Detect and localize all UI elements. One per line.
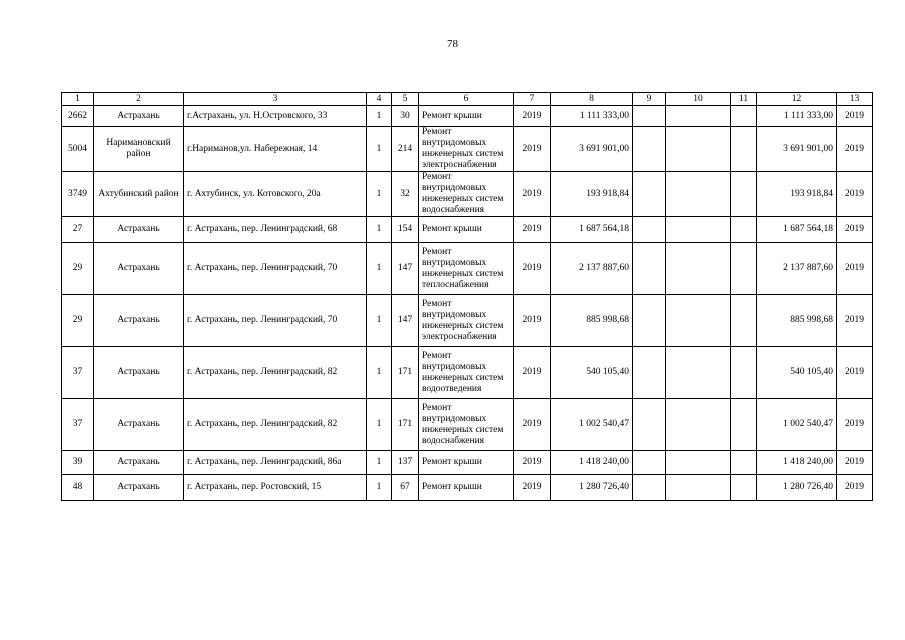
- cell-end-year: 2019: [837, 347, 873, 399]
- cell-district: Астрахань: [94, 347, 184, 399]
- cell-total: 3 691 901,00: [757, 127, 837, 172]
- cell-col10: [666, 217, 731, 243]
- cell-work-type: Ремонт внутридомовых инженерных систем электроснабжения: [419, 127, 514, 172]
- cell-work-type: Ремонт крыши: [419, 217, 514, 243]
- cell-col5: 30: [392, 106, 419, 127]
- cell-number: 48: [62, 475, 94, 501]
- cell-col4: 1: [367, 451, 392, 475]
- column-header-8: 8: [551, 93, 633, 106]
- cell-address: г.Нариманов,ул. Набережная, 14: [184, 127, 367, 172]
- cell-year: 2019: [514, 217, 551, 243]
- cell-col5: 147: [392, 243, 419, 295]
- cell-col9: [633, 295, 666, 347]
- cell-total: 193 918,84: [757, 172, 837, 217]
- table-row: [62, 399, 873, 451]
- cell-col11: [731, 106, 757, 127]
- table-row: [62, 475, 873, 501]
- cell-col9: [633, 127, 666, 172]
- cell-col5: 154: [392, 217, 419, 243]
- cell-number: 3749: [62, 172, 94, 217]
- cell-col4: 1: [367, 295, 392, 347]
- cell-address: г.Астрахань, ул. Н.Островского, 33: [184, 106, 367, 127]
- cell-cost: 885 998,68: [551, 295, 633, 347]
- cell-col5: 32: [392, 172, 419, 217]
- cell-total: 1 111 333,00: [757, 106, 837, 127]
- cell-district: Астрахань: [94, 295, 184, 347]
- column-number-header-row: [62, 93, 873, 106]
- cell-work-type: Ремонт крыши: [419, 475, 514, 501]
- cell-col4: 1: [367, 399, 392, 451]
- cell-district: Астрахань: [94, 243, 184, 295]
- cell-col10: [666, 475, 731, 501]
- cell-col5: 67: [392, 475, 419, 501]
- cell-district: Астрахань: [94, 217, 184, 243]
- column-header-4: 4: [367, 93, 392, 106]
- cell-address: г. Астрахань, пер. Ленинградский, 82: [184, 399, 367, 451]
- cell-cost: 193 918,84: [551, 172, 633, 217]
- cell-work-type: Ремонт внутридомовых инженерных систем водоотведения: [419, 347, 514, 399]
- cell-cost: 1 002 540,47: [551, 399, 633, 451]
- cell-district: Астрахань: [94, 399, 184, 451]
- cell-year: 2019: [514, 347, 551, 399]
- table-row: [62, 217, 873, 243]
- cell-col9: [633, 475, 666, 501]
- cell-work-type: Ремонт внутридомовых инженерных систем водоснабжения: [419, 172, 514, 217]
- cell-year: 2019: [514, 295, 551, 347]
- cell-number: 29: [62, 243, 94, 295]
- cell-district: Астрахань: [94, 106, 184, 127]
- cell-col4: 1: [367, 172, 392, 217]
- cell-end-year: 2019: [837, 217, 873, 243]
- cell-number: 29: [62, 295, 94, 347]
- cell-col4: 1: [367, 475, 392, 501]
- column-header-2: 2: [94, 93, 184, 106]
- cell-col4: 1: [367, 217, 392, 243]
- cell-cost: 1 111 333,00: [551, 106, 633, 127]
- cell-col5: 171: [392, 347, 419, 399]
- table-row: [62, 172, 873, 217]
- column-header-6: 6: [419, 93, 514, 106]
- column-header-13: 13: [837, 93, 873, 106]
- cell-col10: [666, 295, 731, 347]
- cell-col11: [731, 217, 757, 243]
- cell-col9: [633, 172, 666, 217]
- column-header-11: 11: [731, 93, 757, 106]
- cell-total: 1 418 240,00: [757, 451, 837, 475]
- cell-col5: 171: [392, 399, 419, 451]
- cell-col11: [731, 127, 757, 172]
- cell-year: 2019: [514, 451, 551, 475]
- cell-end-year: 2019: [837, 172, 873, 217]
- cell-number: 37: [62, 399, 94, 451]
- cell-address: г. Астрахань, пер. Ленинградский, 86а: [184, 451, 367, 475]
- cell-district: Астрахань: [94, 475, 184, 501]
- cell-total: 1 002 540,47: [757, 399, 837, 451]
- repair-registry-table: [61, 92, 873, 501]
- cell-address: г. Ахтубинск, ул. Котовского, 20а: [184, 172, 367, 217]
- table-row: [62, 295, 873, 347]
- cell-district: Ахтубинский район: [94, 172, 184, 217]
- cell-work-type: Ремонт крыши: [419, 106, 514, 127]
- cell-cost: 540 105,40: [551, 347, 633, 399]
- cell-cost: 1 687 564,18: [551, 217, 633, 243]
- cell-col11: [731, 347, 757, 399]
- column-header-12: 12: [757, 93, 837, 106]
- cell-end-year: 2019: [837, 399, 873, 451]
- cell-col9: [633, 347, 666, 399]
- cell-end-year: 2019: [837, 295, 873, 347]
- cell-col9: [633, 451, 666, 475]
- column-header-9: 9: [633, 93, 666, 106]
- cell-cost: 1 280 726,40: [551, 475, 633, 501]
- cell-year: 2019: [514, 106, 551, 127]
- cell-number: 37: [62, 347, 94, 399]
- cell-col10: [666, 243, 731, 295]
- cell-address: г. Астрахань, пер. Ленинградский, 68: [184, 217, 367, 243]
- cell-end-year: 2019: [837, 127, 873, 172]
- cell-end-year: 2019: [837, 475, 873, 501]
- cell-col10: [666, 172, 731, 217]
- cell-total: 2 137 887,60: [757, 243, 837, 295]
- cell-address: г. Астрахань, пер. Ленинградский, 70: [184, 295, 367, 347]
- cell-total: 1 687 564,18: [757, 217, 837, 243]
- cell-col9: [633, 106, 666, 127]
- cell-number: 5004: [62, 127, 94, 172]
- cell-col11: [731, 243, 757, 295]
- cell-end-year: 2019: [837, 106, 873, 127]
- cell-col11: [731, 451, 757, 475]
- cell-year: 2019: [514, 475, 551, 501]
- cell-col5: 214: [392, 127, 419, 172]
- cell-year: 2019: [514, 399, 551, 451]
- table-row: [62, 243, 873, 295]
- cell-work-type: Ремонт внутридомовых инженерных систем водоснабжения: [419, 399, 514, 451]
- cell-total: 1 280 726,40: [757, 475, 837, 501]
- cell-col5: 147: [392, 295, 419, 347]
- table-row: [62, 347, 873, 399]
- cell-col9: [633, 243, 666, 295]
- column-header-7: 7: [514, 93, 551, 106]
- cell-col11: [731, 475, 757, 501]
- cell-col5: 137: [392, 451, 419, 475]
- column-header-10: 10: [666, 93, 731, 106]
- table-body: [62, 106, 873, 501]
- cell-col10: [666, 399, 731, 451]
- cell-col11: [731, 295, 757, 347]
- cell-number: 39: [62, 451, 94, 475]
- cell-end-year: 2019: [837, 243, 873, 295]
- cell-col4: 1: [367, 347, 392, 399]
- cell-col10: [666, 347, 731, 399]
- cell-col10: [666, 451, 731, 475]
- column-header-3: 3: [184, 93, 367, 106]
- cell-total: 540 105,40: [757, 347, 837, 399]
- cell-address: г. Астрахань, пер. Ленинградский, 82: [184, 347, 367, 399]
- cell-district: Астрахань: [94, 451, 184, 475]
- cell-cost: 1 418 240,00: [551, 451, 633, 475]
- table-row: [62, 127, 873, 172]
- cell-work-type: Ремонт крыши: [419, 451, 514, 475]
- cell-address: г. Астрахань, пер. Ленинградский, 70: [184, 243, 367, 295]
- cell-col4: 1: [367, 106, 392, 127]
- cell-col9: [633, 399, 666, 451]
- cell-district: Наримановский район: [94, 127, 184, 172]
- cell-col9: [633, 217, 666, 243]
- column-header-5: 5: [392, 93, 419, 106]
- cell-col10: [666, 127, 731, 172]
- page-number: 78: [447, 38, 458, 50]
- cell-address: г. Астрахань, пер. Ростовский, 15: [184, 475, 367, 501]
- table-row: [62, 106, 873, 127]
- column-header-1: 1: [62, 93, 94, 106]
- cell-year: 2019: [514, 172, 551, 217]
- cell-col10: [666, 106, 731, 127]
- cell-end-year: 2019: [837, 451, 873, 475]
- cell-col11: [731, 172, 757, 217]
- cell-number: 2662: [62, 106, 94, 127]
- cell-work-type: Ремонт внутридомовых инженерных систем теплоснабжения: [419, 243, 514, 295]
- cell-number: 27: [62, 217, 94, 243]
- cell-total: 885 998,68: [757, 295, 837, 347]
- table-row: [62, 451, 873, 475]
- cell-col4: 1: [367, 243, 392, 295]
- cell-cost: 2 137 887,60: [551, 243, 633, 295]
- cell-year: 2019: [514, 243, 551, 295]
- cell-year: 2019: [514, 127, 551, 172]
- cell-col4: 1: [367, 127, 392, 172]
- cell-cost: 3 691 901,00: [551, 127, 633, 172]
- cell-work-type: Ремонт внутридомовых инженерных систем электроснабжения: [419, 295, 514, 347]
- cell-col11: [731, 399, 757, 451]
